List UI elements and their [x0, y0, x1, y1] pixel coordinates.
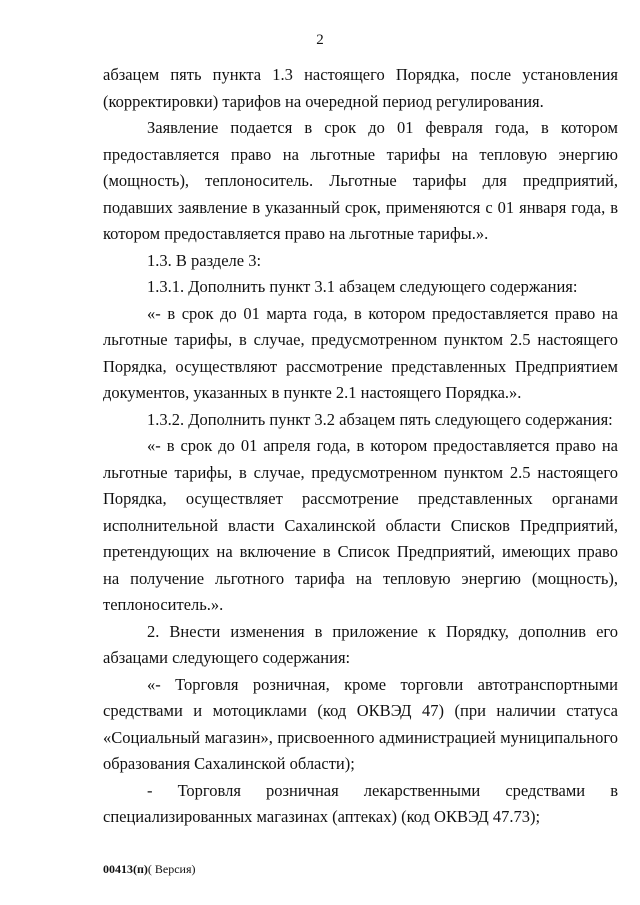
paragraph-4: 1.3.1. Дополнить пункт 3.1 абзацем следующего содержания:	[147, 277, 578, 296]
paragraph-10: - Торговля розничная лекарственными средствами в специализированных магазинах (аптеках) (код ОКВЭД 47.73);	[103, 780, 618, 826]
page-number: 2	[316, 32, 324, 48]
paragraph-6: 1.3.2. Дополнить пункт 3.2 абзацем пять следующего содержания:	[147, 409, 613, 429]
document-version: ( Версия)	[147, 862, 196, 876]
paragraph-8: 2. Внести изменения в приложение к Порядку, дополнив его абзацами следующего содержания:	[103, 621, 618, 667]
paragraph-5: «- в срок до 01 марта года, в котором предоставляется право на льготные тарифы, в случае, предусмотренном пунктом 2.5 настоящего Порядка, осуществляют рассмотрение представленных Предприятием документов, указанных в пункте 2.1 настоящего Порядка.».	[103, 303, 618, 402]
paragraph-9: «- Торговля розничная, кроме торговли автотранспортными средствами и мотоциклами (код ОКВЭД 47) (при наличии статуса «Социальный магазин», присвоенного администрацией муниципального образования Сахалинской области);	[103, 674, 618, 773]
paragraph-3: 1.3. В разделе 3:	[147, 250, 262, 270]
paragraph-7: «- в срок до 01 апреля года, в котором предоставляется право на льготные тарифы, в случае, предусмотренном пунктом 2.5 настоящего Порядка, осуществляет рассмотрение представленных органами исполнительной власти Сахалинской области Списков Предприятий, претендующих на включение в Список Предприятий, имеющих право на получение льготного тарифа на тепловую энергию (мощность), теплоноситель.».	[103, 436, 618, 614]
document-code: 00413(п)	[103, 862, 148, 876]
document-body	[103, 62, 618, 831]
paragraph-2: Заявление подается в срок до 01 февраля года, в котором предоставляется право на льготные тарифы на тепловую энергию (мощность), теплоноситель. Льготные тарифы для предприятий, подавших заявление в указанный срок, применяются с 01 января года, в котором предоставляется право на льготные тарифы.».	[103, 118, 618, 243]
footer	[103, 862, 196, 877]
paragraph-1: абзацем пять пункта 1.3 настоящего Порядка, после установления (корректировки) тарифов на очередной период регулирования.	[103, 65, 618, 111]
